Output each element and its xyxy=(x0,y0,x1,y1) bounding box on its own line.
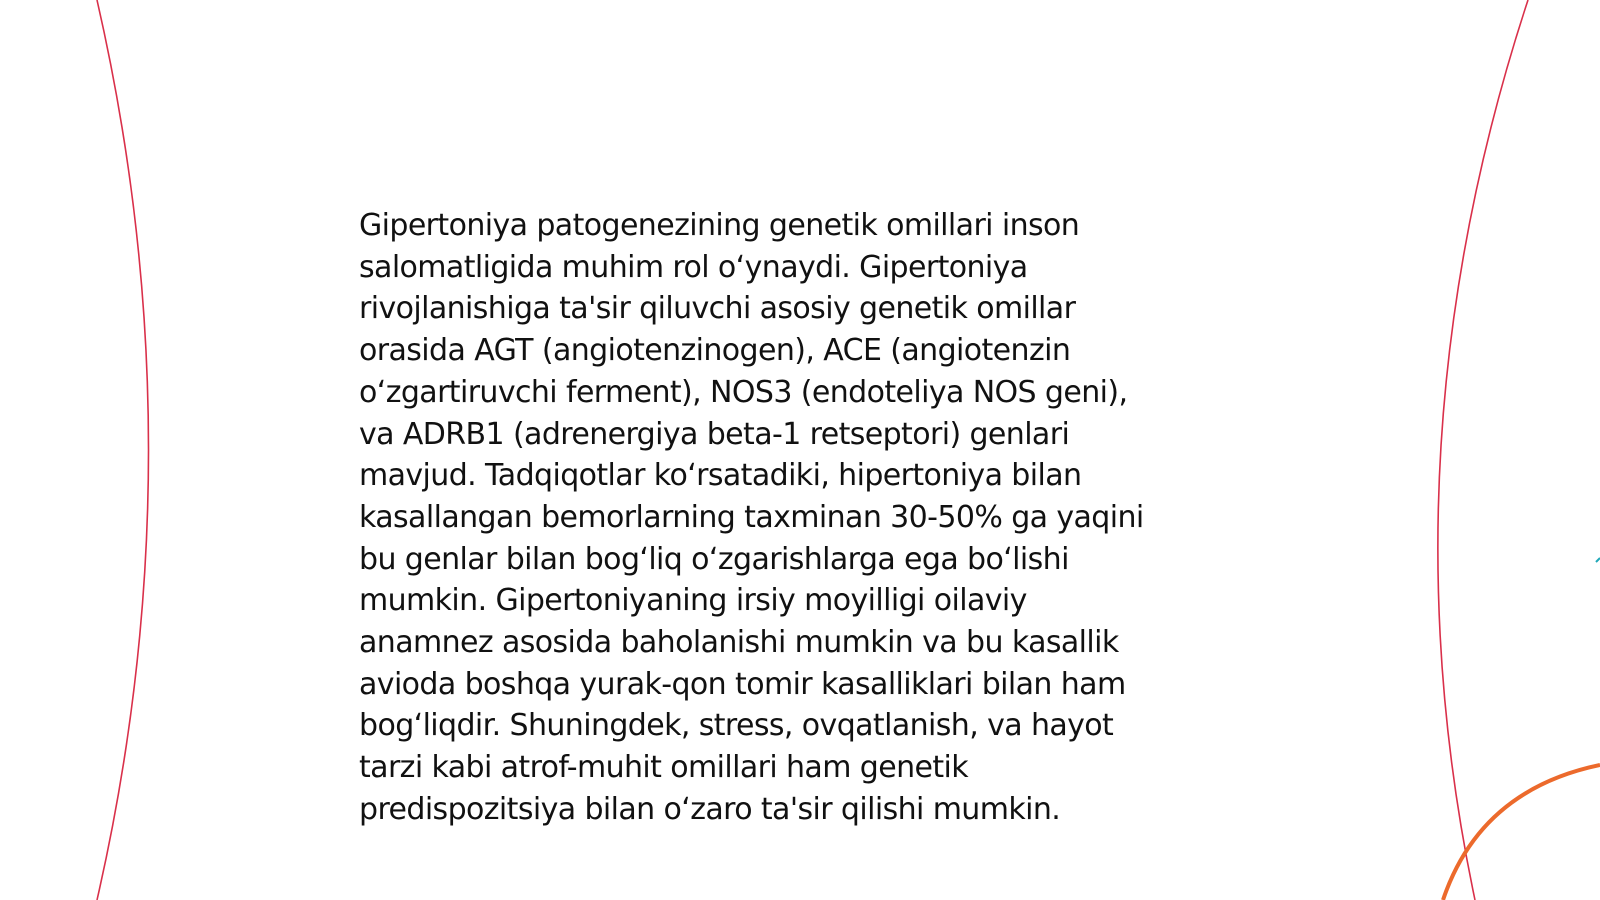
teal-accent-mark xyxy=(1596,558,1600,562)
right-red-arc xyxy=(1438,0,1528,900)
orange-arc xyxy=(1443,765,1600,900)
left-red-arc xyxy=(97,0,149,900)
body-paragraph: Gipertoniya patogenezining genetik omillari inson salomatligida muhim rol oʻynaydi. Gipertoniya rivojlanishiga ta'sir qiluvchi asosiy genetik omillar orasida AGT (angiotenzinogen), ACE (angiotenzin oʻzgartiruvchi ferment), NOS3 (endoteliya NOS geni), va ADRB1 (adrenergiya beta-1 retseptori) genlari mavjud. Tadqiqotlar koʻrsatadiki, hipertoniya bilan kasallangan bemorlarning taxminan 30-50% ga yaqini bu genlar bilan bogʻliq oʻzgarishlarga ega boʻlishi mumkin. Gipertoniyaning irsiy moyilligi oilaviy anamnez asosida baholanishi mumkin va bu kasallik avioda boshqa yurak-qon tomir kasalliklari bilan ham bogʻliqdir. Shuningdek, stress, ovqatlanish, va hayot tarzi kabi atrof-muhit omillari ham genetik predispozitsiya bilan oʻzaro ta'sir qilishi mumkin. xyxy=(359,208,1144,827)
